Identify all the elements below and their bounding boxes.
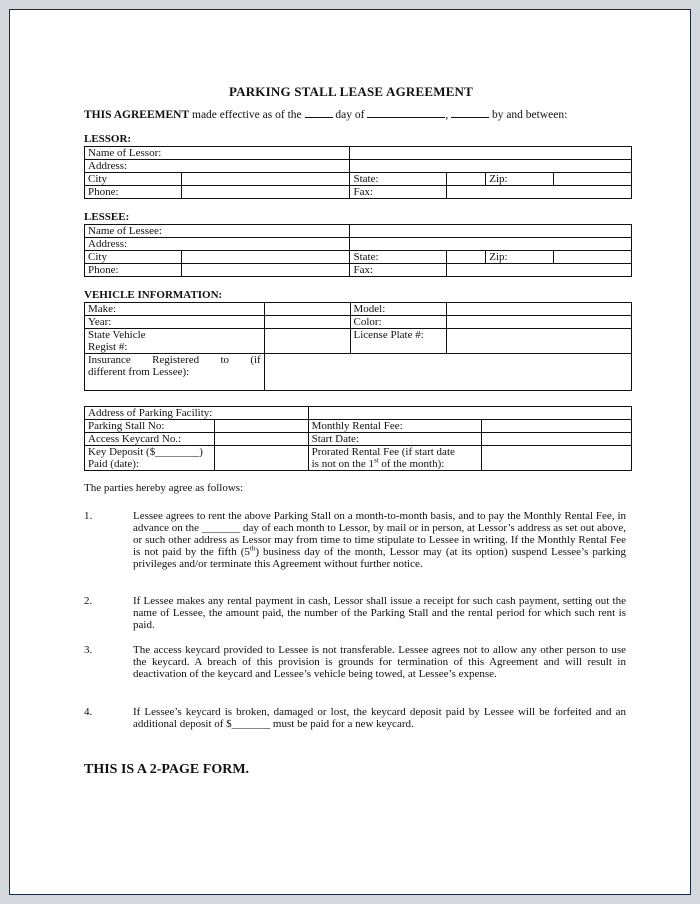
- vehicle-insurance-field[interactable]: [264, 354, 631, 391]
- vehicle-year-label: Year:: [85, 316, 265, 329]
- clause-2-number: 2.: [84, 595, 93, 607]
- clause-1-text-a: Lessee agrees to rent the above Parking Stall on a month-to-month basis, and to pay the Monthly Rental Fee, in advance on the _______ day of each month to Lessor, by mail or in person, at Lessor’s address as set out above, or such other address as Lessor may from time to time stipulate to Lessee in writing. If the Monthly Rental Fee is not paid by the fifth (5: [133, 510, 627, 558]
- lessor-address-label: Address:: [85, 160, 350, 173]
- vehicle-year-field[interactable]: [264, 316, 350, 329]
- prorated-line-2b: of the month):: [378, 458, 445, 470]
- lessee-zip-label: Zip:: [486, 251, 554, 264]
- prorated-sup: st: [373, 456, 379, 465]
- deposit-label: [85, 446, 215, 471]
- lessee-state-label: State:: [350, 251, 447, 264]
- lessee-fax-label: Fax:: [350, 264, 447, 277]
- lessor-phone-field[interactable]: [181, 186, 350, 199]
- lessor-city-field[interactable]: [181, 173, 350, 186]
- insurance-line-2: different from Lessee):: [88, 366, 190, 378]
- clause-2-text: If Lessee makes any rental payment in cash, Lessor shall issue a receipt for such cash payment, setting out the name of Lessee, the amount paid, the number of the Parking Stall and the rental period for which such rent is paid.: [133, 595, 626, 631]
- document-title: PARKING STALL LEASE AGREEMENT: [228, 84, 474, 99]
- prorated-line-2a: is not on the 1: [311, 458, 374, 470]
- lessor-state-field[interactable]: [447, 173, 486, 186]
- lessor-zip-label: Zip:: [486, 173, 554, 186]
- lessor-city-label: City: [85, 173, 182, 186]
- intro-line: [84, 107, 567, 121]
- vehicle-insurance-label: [85, 354, 265, 391]
- deposit-line-1: Key Deposit ($________): [88, 446, 203, 458]
- prorated-field[interactable]: [482, 446, 632, 471]
- document-page: [9, 9, 691, 895]
- lessee-table: [84, 224, 632, 277]
- lessee-name-label: Name of Lessee:: [85, 225, 350, 238]
- lessor-name-label: Name of Lessor:: [85, 147, 350, 160]
- deposit-line-2: Paid (date):: [88, 458, 140, 470]
- intro-text-4: by and between:: [489, 109, 568, 121]
- regist-text: Regist #:: [88, 341, 128, 353]
- two-page-notice: THIS IS A 2-PAGE FORM.: [84, 762, 250, 777]
- vehicle-color-label: Color:: [350, 316, 447, 329]
- lessor-table: [84, 146, 632, 199]
- vehicle-make-label: Make:: [85, 303, 265, 316]
- lessee-address-label: Address:: [85, 238, 350, 251]
- clause-1-text-b: ) business day of the month, Lessor may (at its option) suspend Lessee’s parking privileges and/or terminate this Agreement without further notice.: [133, 546, 626, 570]
- intro-text-3: ,: [445, 109, 452, 121]
- facility-table: [84, 406, 632, 471]
- state-vehicle-text: State Vehicle: [88, 329, 146, 341]
- vehicle-table: [84, 302, 632, 391]
- lessee-city-label: City: [85, 251, 182, 264]
- vehicle-regist-label: [85, 329, 265, 354]
- lessor-state-label: State:: [350, 173, 447, 186]
- lessee-state-field[interactable]: [447, 251, 486, 264]
- deposit-field[interactable]: [214, 446, 308, 471]
- stall-no-label: Parking Stall No:: [85, 420, 215, 433]
- start-date-label: Start Date:: [308, 433, 482, 446]
- intro-text-2: day of: [332, 109, 368, 121]
- clause-1-sup: th: [249, 544, 256, 553]
- monthly-fee-field[interactable]: [482, 420, 632, 433]
- vehicle-license-label: License Plate #:: [350, 329, 447, 354]
- prorated-line-1: Prorated Rental Fee (if start date: [311, 446, 455, 458]
- lessee-phone-label: Phone:: [85, 264, 182, 277]
- lessor-heading: LESSOR:: [84, 133, 132, 145]
- vehicle-license-field[interactable]: [447, 329, 632, 354]
- lessor-name-field[interactable]: [350, 147, 632, 160]
- clause-4-number: 4.: [84, 706, 93, 718]
- effective-year-blank[interactable]: [451, 107, 489, 118]
- lessor-phone-label: Phone:: [85, 186, 182, 199]
- vehicle-model-label: Model:: [350, 303, 447, 316]
- facility-address-label: Address of Parking Facility:: [85, 407, 309, 420]
- effective-month-blank[interactable]: [367, 107, 445, 118]
- vehicle-model-field[interactable]: [447, 303, 632, 316]
- keycard-no-field[interactable]: [214, 433, 308, 446]
- lessor-fax-label: Fax:: [350, 186, 447, 199]
- lessee-zip-field[interactable]: [554, 251, 632, 264]
- intro-text-1: made effective as of the: [189, 109, 305, 121]
- insurance-line-1: Insurance Registered to (if: [88, 354, 261, 366]
- lessor-address-field[interactable]: [350, 160, 632, 173]
- lessee-name-field[interactable]: [350, 225, 632, 238]
- keycard-no-label: Access Keycard No.:: [85, 433, 215, 446]
- monthly-fee-label: Monthly Rental Fee:: [308, 420, 482, 433]
- facility-address-field[interactable]: [308, 407, 631, 420]
- clause-3-text: The access keycard provided to Lessee is not transferable. Lessee agrees not to allow any other person to use the keycard. A breach of this provision is grounds for termination of this Agreement and will result in deactivation of the keycard and Lessee’s vehicle being towed, at Lessee’s expense.: [133, 644, 626, 680]
- lessee-phone-field[interactable]: [181, 264, 350, 277]
- vehicle-make-field[interactable]: [264, 303, 350, 316]
- vehicle-color-field[interactable]: [447, 316, 632, 329]
- agree-intro: The parties hereby agree as follows:: [84, 482, 244, 494]
- clause-3-number: 3.: [84, 644, 93, 656]
- clause-4-text: If Lessee’s keycard is broken, damaged or lost, the keycard deposit paid by Lessee will be forfeited and an additional deposit of $_______ must be paid for a new keycard.: [133, 706, 626, 730]
- start-date-field[interactable]: [482, 433, 632, 446]
- lessee-address-field[interactable]: [350, 238, 632, 251]
- vehicle-regist-field[interactable]: [264, 329, 350, 354]
- clause-1-text: [133, 510, 626, 570]
- lessor-fax-field[interactable]: [447, 186, 632, 199]
- lessee-city-field[interactable]: [181, 251, 350, 264]
- clause-1-number: 1.: [84, 510, 93, 522]
- stall-no-field[interactable]: [214, 420, 308, 433]
- lessee-heading: LESSEE:: [84, 211, 130, 223]
- intro-bold: THIS AGREEMENT: [84, 109, 190, 121]
- prorated-label: [308, 446, 482, 471]
- lessor-zip-field[interactable]: [554, 173, 632, 186]
- effective-day-blank[interactable]: [305, 107, 333, 118]
- lessee-fax-field[interactable]: [447, 264, 632, 277]
- vehicle-heading: VEHICLE INFORMATION:: [84, 289, 223, 301]
